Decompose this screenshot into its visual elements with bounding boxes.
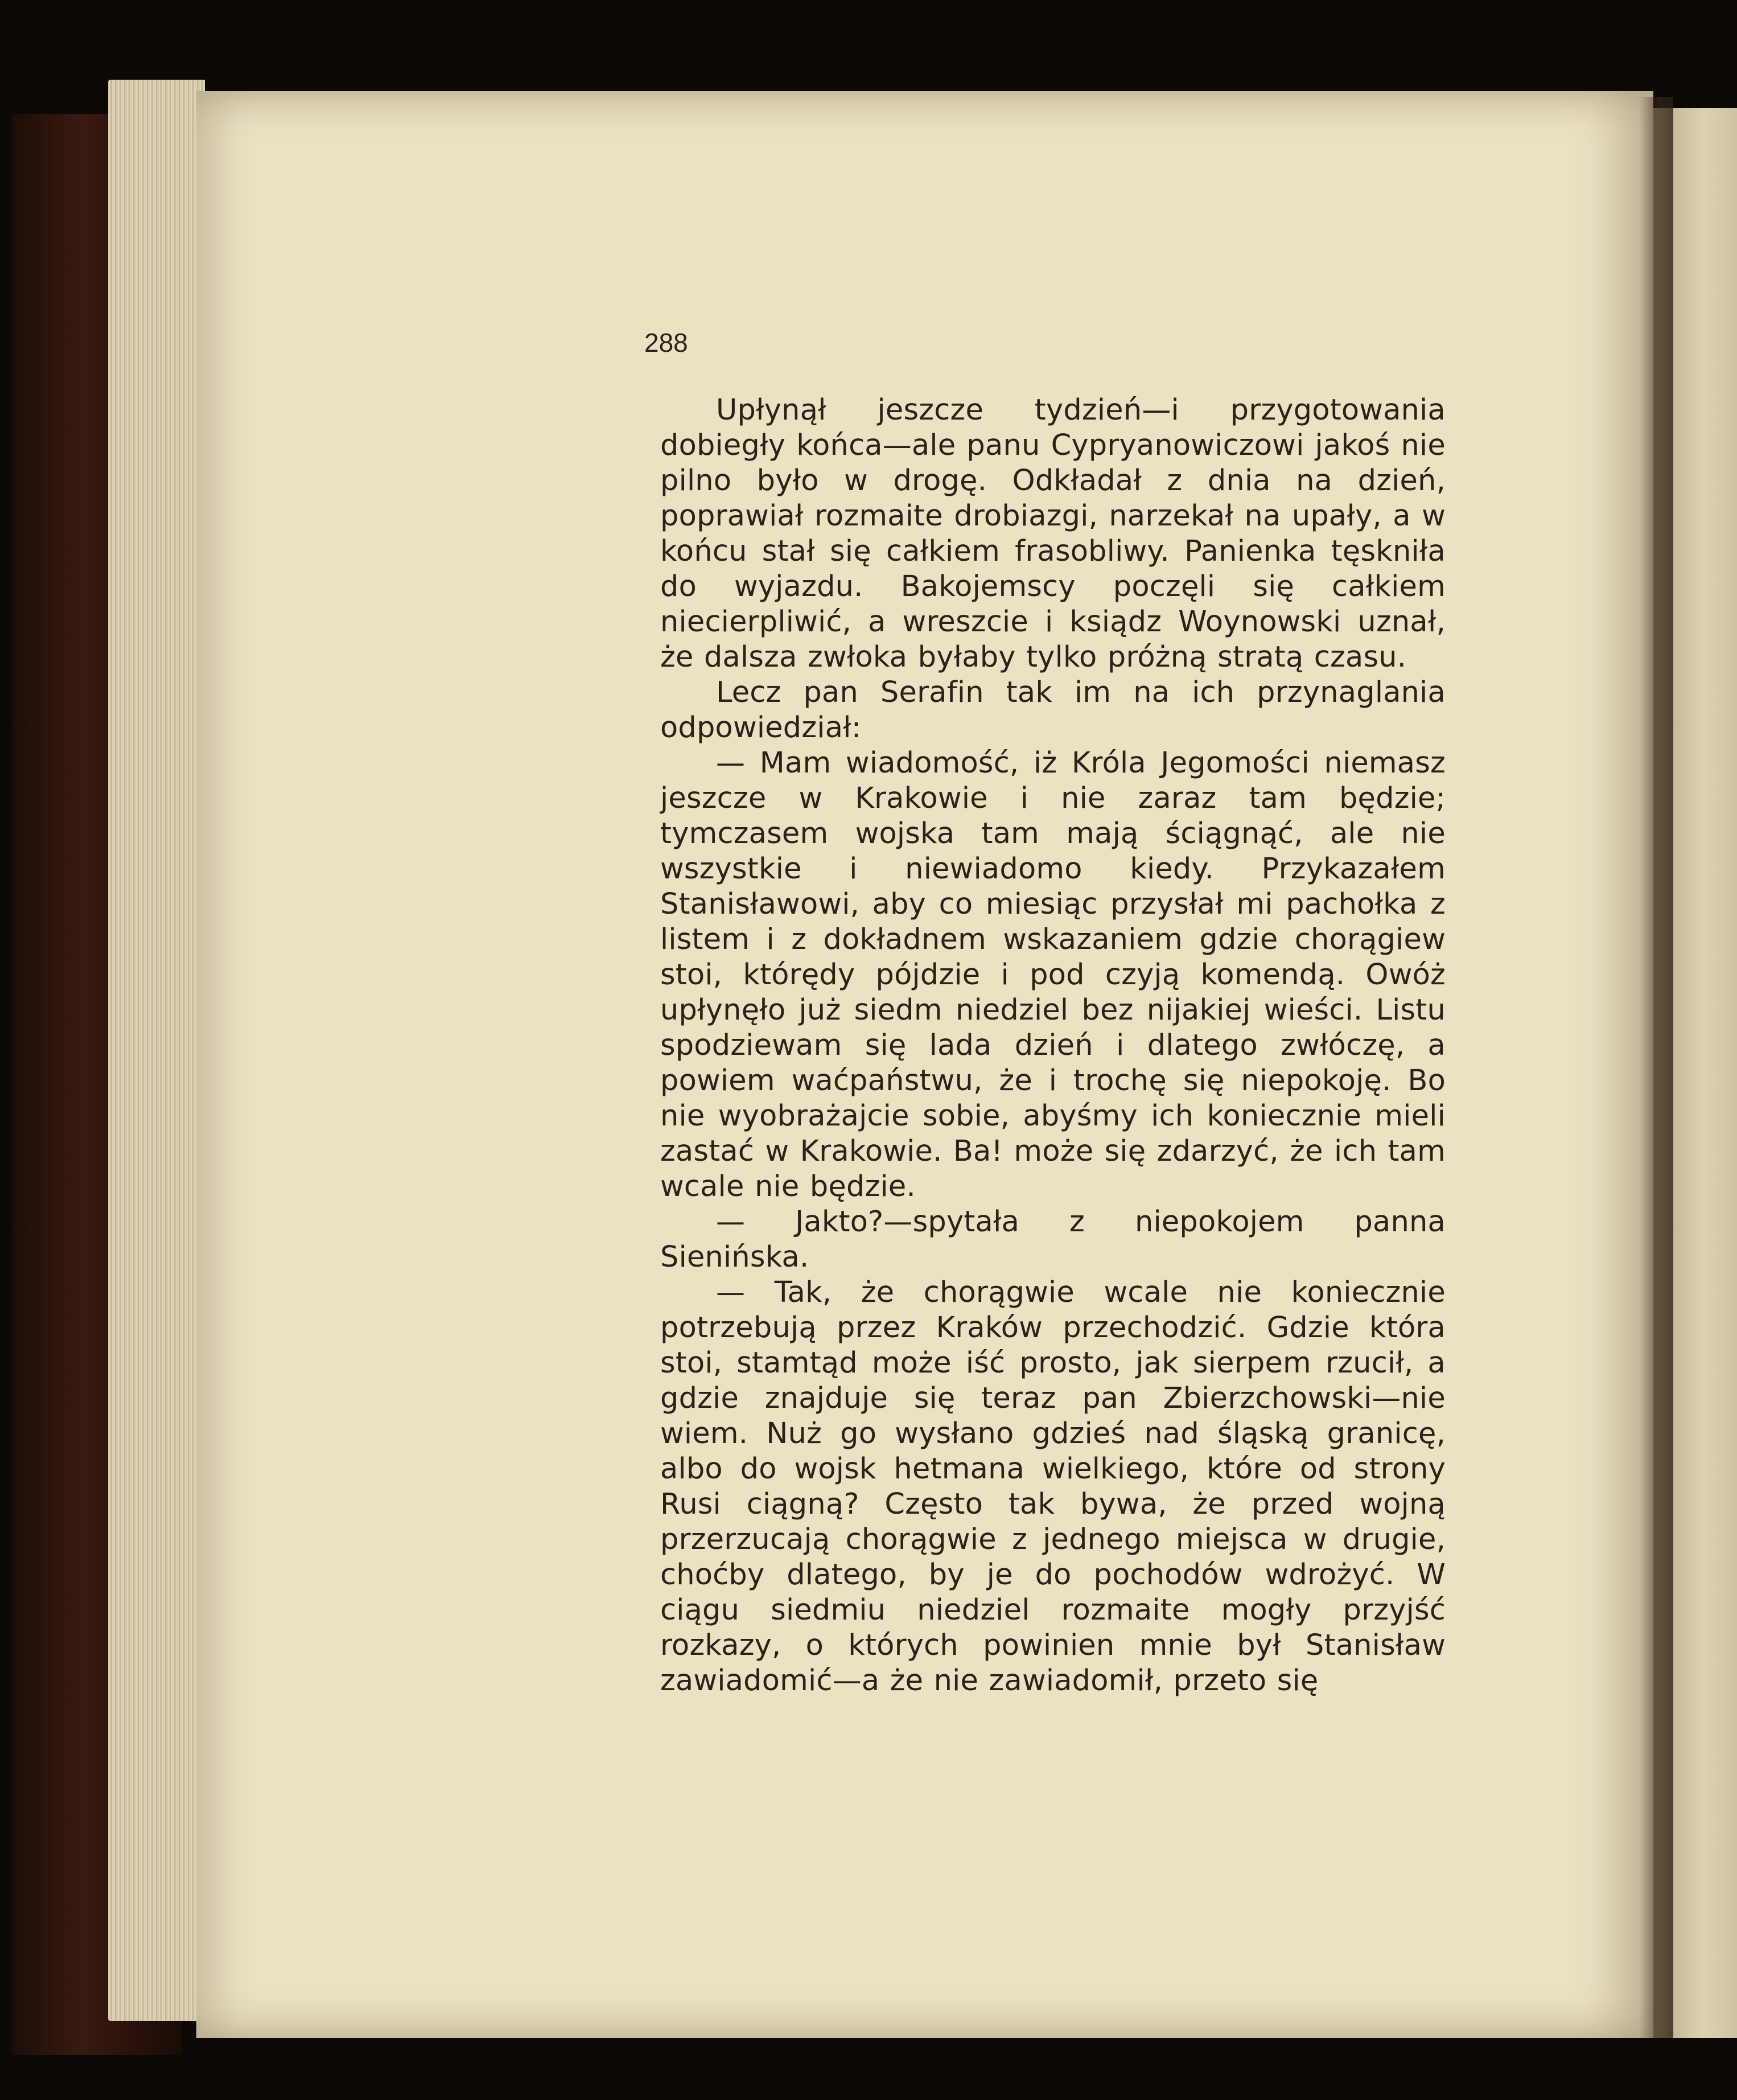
paragraph: — Jakto?—spytała z niepokojem panna Sienińska. [660,1205,1446,1274]
paragraph: Lecz pan Serafin tak im na ich przynaglania odpowiedział: [660,676,1446,745]
page-edges [108,80,205,2021]
spine-shadow [1639,97,1673,2038]
page-number: 288 [644,328,688,357]
paragraph: Upłynął jeszcze tydzień—i przygotowania dobiegły końca—ale panu Cypryanowiczowi jakoś nie pilno było w drogę. Odkładał z dnia na dzień, poprawiał rozmaite drobiazgi, narzekał na upały, a w końcu stał się całkiem frasobliwy. Panienka tęskniła do wyjazdu. Bakojemscy poczęli się całkiem niecierpliwić, a wreszcie i ksiądz Woynowski uznał, że dalsza zwłoka byłaby tylko próżną stratą czasu. [660,393,1446,674]
paragraph: — Tak, że chorągwie wcale nie koniecznie potrzebują przez Kraków przechodzić. Gdzie która stoi, stamtąd może iść prosto, jak sierpem rzucił, a gdzie znajduje się teraz pan Zbierzchowski—nie wiem. Nuż go wysłano gdzieś nad śląską granicę, albo do wojsk hetmana wielkiego, które od strony Rusi ciągną? Często tak bywa, że przed wojną przerzucają chorągwie z jednego miejsca w drugie, choćby dlatego, by je do pochodów wdrożyć. W ciągu siedmiu niedziel rozmaite mogły przyjść rozkazy, o których powinien mnie był Stanisław zawiadomić—a że nie zawiadomił, przeto się [660,1276,1446,1698]
body-text [660,393,1446,1699]
paragraph: — Mam wiadomość, iż Króla Jegomości niemasz jeszcze w Krakowie i nie zaraz tam będzie; tymczasem wojska tam mają ściągnąć, ale nie wszystkie i niewiadomo kiedy. Przykazałem Stanisławowi, aby co miesiąc przysłał mi pachołka z listem i z dokładnem wskazaniem gdzie chorągiew stoi, którędy pójdzie i pod czyją komendą. Owóż upłynęło już siedm niedziel bez nijakiej wieści. Listu spodziewam się lada dzień i dlatego zwłóczę, a powiem waćpaństwu, że i trochę się niepokoję. Bo nie wyobrażajcie sobie, abyśmy ich koniecznie mieli zastać w Krakowie. Ba! może się zdarzyć, że ich tam wcale nie będzie. [660,746,1446,1203]
